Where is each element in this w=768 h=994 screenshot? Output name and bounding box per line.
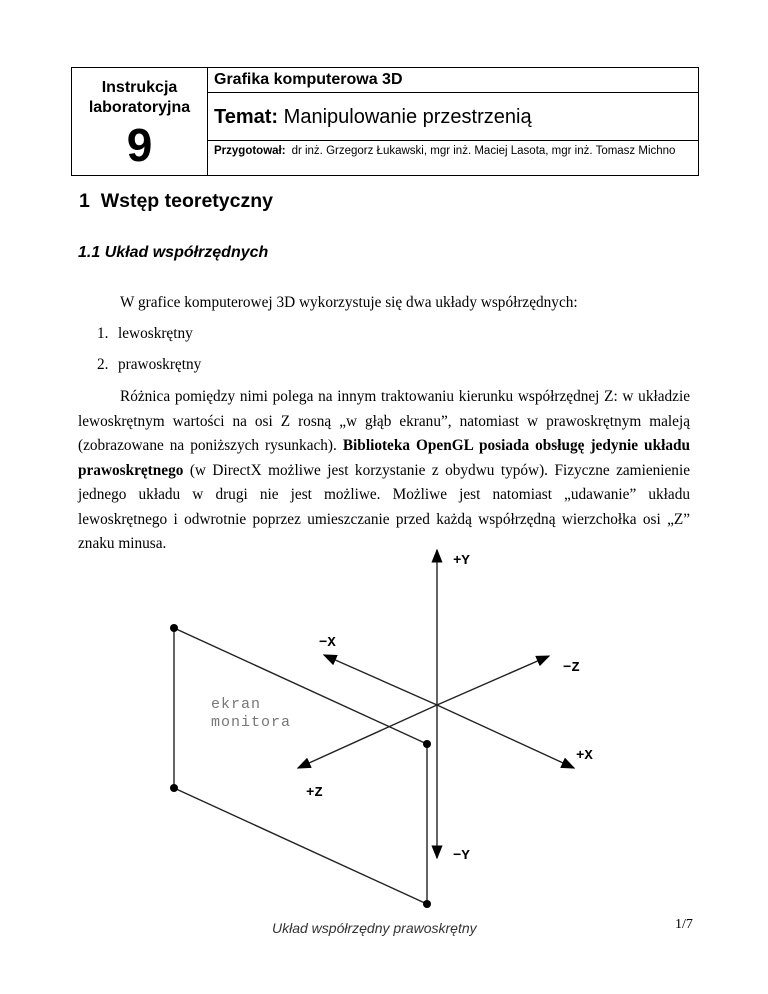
axis-plus-z	[298, 705, 437, 768]
subsection-title: Układ współrzędnych	[104, 244, 269, 261]
authors: dr inż. Grzegorz Łukawski, mgr inż. Maciej Lasota, mgr inż. Tomasz Michno	[291, 145, 676, 157]
lab-number: 9	[126, 119, 153, 171]
body-bold-text: Biblioteka OpenGL posiada obsługę jedynie układu prawoskrętnego	[78, 437, 690, 479]
section-title: Wstęp teoretyczny	[100, 190, 273, 212]
topic: Manipulowanie przestrzenią	[283, 106, 532, 128]
screen-corner	[170, 624, 178, 632]
list-number: 2.	[97, 356, 109, 373]
screen-edge	[174, 788, 427, 904]
axis-minus-z	[437, 656, 549, 705]
body-text: Różnica pomiędzy nimi polega na innym traktowaniu kierunku współrzędnej Z: w układzie lewoskrętnym wartości na osi Z rosną „w głąb ekranu”, natomiast w prawoskrętnym maleją (zobrazowane na poniższych rysunkach).	[78, 388, 690, 454]
screen-label: ekran	[211, 696, 262, 713]
subsection-number: 1.1	[78, 244, 101, 261]
body-text: (w DirectX możliwe jest korzystanie z obydwu typów). Fizyczne zamienienie jednego układu w drugi nie jest możliwe. Możliwe jest natomiast „udawanie” układu lewoskrętnego i odwrotnie poprzez umieszczanie przed każdą współrzędną wierzchołka osi „Z” znaku minusa.	[78, 461, 690, 552]
topic-label: Temat:	[214, 106, 279, 128]
label-minus-x: −X	[319, 635, 336, 651]
axis-minus-x	[324, 655, 437, 705]
screen-corner	[423, 900, 431, 908]
list-text: lewoskrętny	[118, 325, 193, 342]
label-plus-y: +Y	[453, 553, 470, 569]
label-plus-z: +Z	[306, 785, 323, 801]
section-number: 1	[79, 190, 90, 212]
axis-plus-x	[437, 705, 574, 768]
label-plus-x: +X	[576, 748, 593, 764]
figure-caption: Układ współrzędny prawoskrętny	[272, 920, 477, 936]
label-minus-z: −Z	[563, 660, 580, 676]
screen-label: monitora	[211, 714, 292, 731]
list-number: 1.	[97, 325, 109, 342]
course-title: Grafika komputerowa 3D	[208, 68, 698, 93]
label-minus-y: −Y	[453, 848, 470, 864]
lab-label-1: Instrukcja	[101, 79, 178, 96]
page-number: 1/7	[675, 917, 693, 932]
intro-paragraph: W grafice komputerowej 3D wykorzystuje się dwa układy współrzędnych:	[120, 294, 578, 311]
list-text: prawoskrętny	[118, 356, 202, 373]
prepared-label: Przygotował:	[214, 145, 286, 157]
screen-corner	[423, 740, 431, 748]
lab-label-2: laboratoryjna	[88, 99, 191, 116]
screen-corner	[170, 784, 178, 792]
